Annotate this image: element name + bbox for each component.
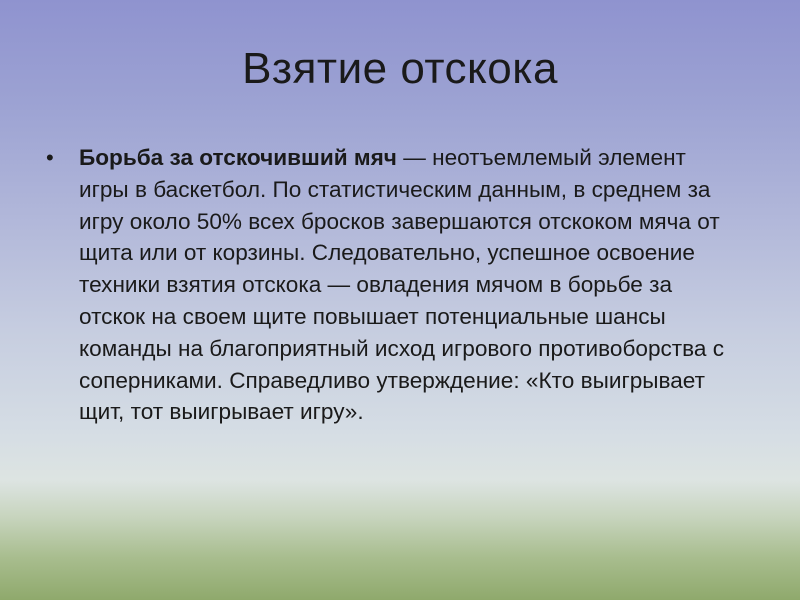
body-text: — неотъемлемый элемент игры в баскетбол. По статистическим данным, в среднем за игру около 50% всех бросков завершаются отскоком мяча от щита или от корзины. Следовательно, успешное освоение техники взятия отскока — овладения мячом в борьбе за отскок на своем щите повышает потенциальные шансы команды на благоприятный исход игрового противоборства с соперниками. Справедливо утверждение: «Кто выигрывает щит, тот выигрывает игру». — [79, 145, 725, 425]
bullet-icon: • — [46, 145, 54, 170]
body-bold-lead: Борьба за отскочивший мяч — [79, 145, 397, 170]
slide-content — [46, 142, 736, 428]
slide-title: Взятие отскока — [242, 44, 558, 93]
body-paragraph — [79, 142, 736, 428]
